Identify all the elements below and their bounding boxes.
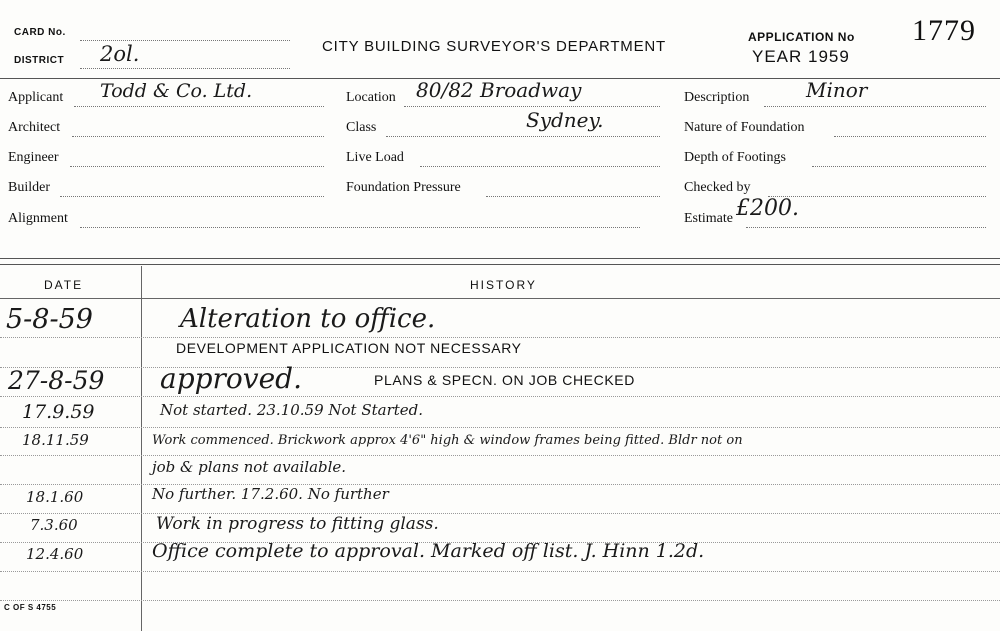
entry-date: 12.4.60 xyxy=(26,545,84,563)
entry-text: Work commenced. Brickwork approx 4'6" high & window frames being fitted. Bldr not on xyxy=(152,433,743,448)
description-line xyxy=(764,106,986,107)
entry-date: 27-8-59 xyxy=(8,366,105,395)
form-code: C OF S 4755 xyxy=(4,603,57,612)
year-label: YEAR 1959 xyxy=(752,47,850,66)
department-title: CITY BUILDING SURVEYOR'S DEPARTMENT xyxy=(322,38,666,55)
live-load-line xyxy=(420,166,660,167)
entry-stamp: PLANS & SPECN. ON JOB CHECKED xyxy=(374,372,635,388)
application-label: APPLICATION No xyxy=(748,30,855,44)
date-column-header: DATE xyxy=(44,278,84,292)
description-value: Minor xyxy=(806,78,868,102)
application-number: 1779 xyxy=(912,14,976,47)
depth-of-footings-label: Depth of Footings xyxy=(684,150,786,165)
entry-date: 18.1.60 xyxy=(26,488,84,506)
depth-of-footings-line xyxy=(812,166,986,167)
history-header-rule xyxy=(0,298,1000,299)
entry-date: 18.11.59 xyxy=(22,431,89,449)
rule-line xyxy=(0,571,1000,572)
rule-line xyxy=(0,337,1000,338)
class-line xyxy=(386,136,660,137)
district-label: DISTRICT xyxy=(14,55,65,66)
checked-by-line xyxy=(768,196,986,197)
architect-line xyxy=(72,136,324,137)
entry-text: approved. xyxy=(160,362,302,395)
engineer-line xyxy=(70,166,324,167)
card-no-line xyxy=(80,40,290,41)
location-label: Location xyxy=(346,90,396,105)
entry-date: 17.9.59 xyxy=(22,401,95,423)
description-label: Description xyxy=(684,90,750,105)
location-line xyxy=(404,106,660,107)
class-label: Class xyxy=(346,120,377,135)
alignment-label: Alignment xyxy=(8,211,68,226)
district-value: 2ol. xyxy=(100,42,140,66)
entry-date: 7.3.60 xyxy=(30,516,78,534)
alignment-line xyxy=(80,227,640,228)
rule-line xyxy=(0,455,1000,456)
entry-text: No further. 17.2.60. No further xyxy=(152,485,389,503)
entry-text: Office complete to approval. Marked off list. J. Hinn 1.2d. xyxy=(152,540,705,562)
entry-stamp: DEVELOPMENT APPLICATION NOT NECESSARY xyxy=(176,340,522,356)
history-rule-top-2 xyxy=(0,264,1000,265)
estimate-label: Estimate xyxy=(684,211,733,226)
engineer-label: Engineer xyxy=(8,150,59,165)
estimate-value: £200. xyxy=(736,196,799,221)
entry-date: 5-8-59 xyxy=(6,304,93,335)
rule-line xyxy=(0,513,1000,514)
architect-label: Architect xyxy=(8,120,61,135)
foundation-pressure-line xyxy=(486,196,660,197)
nature-of-foundation-label: Nature of Foundation xyxy=(684,120,805,135)
district-line xyxy=(80,68,290,69)
history-column-header: HISTORY xyxy=(470,278,537,292)
entry-text: job & plans not available. xyxy=(152,458,347,476)
location-value-line2: Sydney. xyxy=(526,108,604,132)
entry-text: Work in progress to fitting glass. xyxy=(156,514,439,534)
date-divider xyxy=(141,266,142,631)
applicant-value: Todd & Co. Ltd. xyxy=(100,80,253,102)
entry-text: Alteration to office. xyxy=(180,304,436,334)
checked-by-label: Checked by xyxy=(684,180,751,195)
applicant-line xyxy=(74,106,324,107)
rule-line xyxy=(0,484,1000,485)
live-load-label: Live Load xyxy=(346,150,404,165)
applicant-label: Applicant xyxy=(8,90,64,105)
builder-label: Builder xyxy=(8,180,50,195)
entry-text: Not started. 23.10.59 Not Started. xyxy=(160,401,424,419)
history-rule-top xyxy=(0,258,1000,259)
location-value: 80/82 Broadway xyxy=(416,78,582,102)
estimate-line xyxy=(746,227,986,228)
rule-line xyxy=(0,600,1000,601)
foundation-pressure-label: Foundation Pressure xyxy=(346,180,461,195)
rule-line xyxy=(0,427,1000,428)
builder-line xyxy=(60,196,324,197)
card-no-label: CARD No. xyxy=(14,27,66,38)
rule-line xyxy=(0,367,1000,368)
rule-line xyxy=(0,396,1000,397)
nature-of-foundation-line xyxy=(834,136,986,137)
